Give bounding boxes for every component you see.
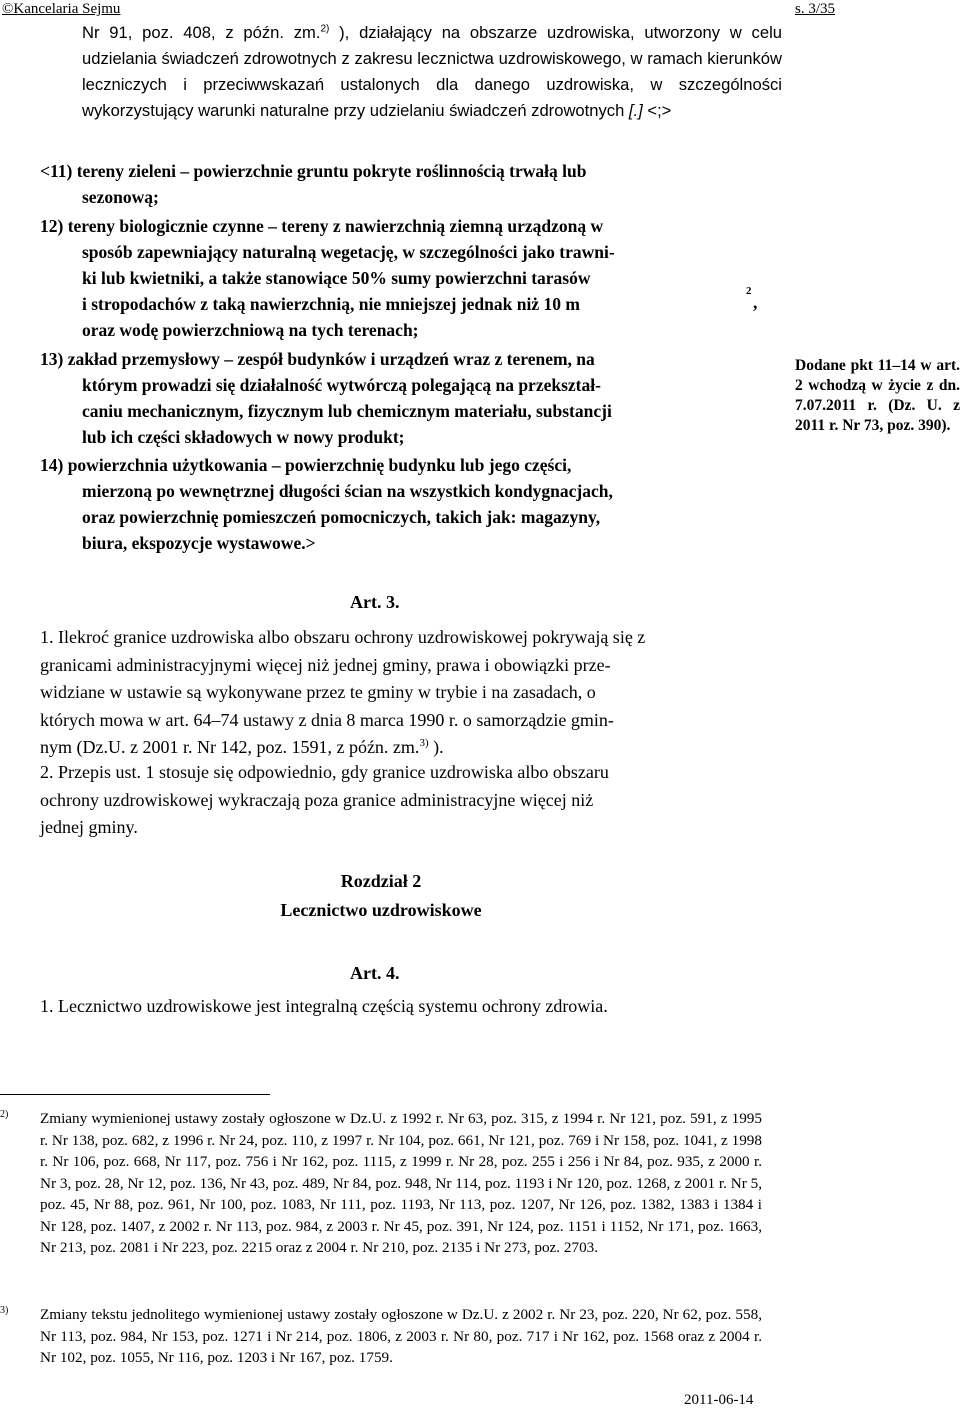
art-3-para-2: 2. Przepis ust. 1 stosuje się odpowiednio, gdy granice uzdrowiska albo obszaru ochrony uzdrowiskowej wykraczają poza granice administracyjne więcej niż jednej gminy. xyxy=(40,762,609,837)
art-4-para-1: 1. Lecznictwo uzdrowiskowe jest integralną częścią systemu ochrony zdrowia. xyxy=(40,996,608,1016)
art-3-para-1: 1. Ilekroć granice uzdrowiska albo obszaru ochrony uzdrowiskowej pokrywają się z granicami administracyjnymi więcej niż jednej gminy, prawa i obowiązki prze- widziane w ustawie są wykonywane przez te gminy w trybie i na zasadach, o których mowa w art. 64–74 ustawy z dnia 8 marca 1990 r. o samorządzie gmin- nym (Dz.U. z 2001 r. Nr 142, poz. 1591, z późn. zm.$^{3)}$ ). xyxy=(40,627,646,757)
superscript-comma: , xyxy=(753,292,758,312)
page-number: s. 3/35 xyxy=(795,1,836,17)
definition-13: 13) zakład przemysłowy – zespół budynków i urządzeń wraz z terenem, na którym prowadzi się działalność wytwórczą polegającą na przekształ- caniu mechanicznym, fizycznym lub chemicznym materiału, substancji lub ich części składowych w nowy produkt; xyxy=(40,349,612,447)
continuation-paragraph: Nr 91, poz. 408, z późn. zm.$^{2)}$ ), działający na obszarze uzdrowiska, utworzony w celu udzielania świadczeń zdrowotnych z zakresu lecznictwa uzdrowiskowego, w ramach kierunków leczniczych i przeciwwskazań ustalonych dla danego uzdrowiska, w szczególności wykorzystujący warunki naturalne przy udzielaniu świadczeń zdrowotnych [.] <;> xyxy=(82,23,782,120)
definition-12: 12) tereny biologicznie czynne – tereny z nawierzchnią ziemną urządzoną w sposób zapewniający naturalną wegetację, w szczególności jako trawni- ki lub kwietniki, a także stanowiące 50% sumy powierzchni tarasów i stropodachów z taką nawierzchnią, nie mniejszej jednak niż 10 m oraz wodę powierzchniową na tych terenach; xyxy=(40,216,615,340)
chapter-title: Lecznictwo uzdrowiskowe xyxy=(280,900,482,920)
definition-11: <11) tereny zieleni – powierzchnie gruntu pokryte roślinnością trwałą lub sezonową; xyxy=(40,161,587,207)
art-3-title: Art. 3. xyxy=(350,592,400,612)
footnote-3: 3) Zmiany tekstu jednolitego wymienionej ustawy zostały ogłoszone w Dz.U. z 2002 r. Nr 23, poz. 220, Nr 62, poz. 558, Nr 113, poz. 984, Nr 153, poz. 1271 i Nr 214, poz. 1806, z 2003 r. Nr 80, poz. 717 i Nr 162, poz. 1568 oraz z 2004 r. Nr 102, poz. 1055, Nr 116, poz. 1203 i Nr 167, poz. 1759. xyxy=(0,1305,762,1366)
definition-14: 14) powierzchnia użytkowania – powierzchnię budynku lub jego części, mierzoną po wewnętrznej długości ścian na wszystkich kondygnacjach, oraz powierzchnię pomieszczeń pomocniczych, takich jak: magazyny, biura, ekspozycje wystawowe.> xyxy=(40,455,613,553)
superscript-2: 2 xyxy=(746,285,752,297)
footnote-divider xyxy=(0,1094,270,1095)
chapter-number: Rozdział 2 xyxy=(340,871,422,891)
copyright-label: ©Kancelaria Sejmu xyxy=(2,1,121,17)
art-4-title: Art. 4. xyxy=(350,963,400,983)
footnote-2: 2) Zmiany wymienionej ustawy zostały ogłoszone w Dz.U. z 1992 r. Nr 63, poz. 315, z 1994 r. Nr 121, poz. 591, z 1995 r. Nr 138, poz. 682, z 1996 r. Nr 24, poz. 110, z 1997 r. Nr 104, poz. 661, Nr 121, poz. 769 i Nr 158, poz. 1041, z 1998 r. Nr 106, poz. 668, Nr 117, poz. 756 i Nr 162, poz. 1115, z 1999 r. Nr 28, poz. 255 i 256 i Nr 84, poz. 935, z 2000 r. Nr 3, poz. 28, Nr 12, poz. 136, Nr 43, poz. 489, Nr 84, poz. 948, Nr 114, poz. 1193 i Nr 120, poz. 1268, z 2001 r. Nr 5, poz. 45, Nr 88, poz. 961, Nr 100, poz. 1083, Nr 111, poz. 1193, Nr 113, poz. 1207, Nr 126, poz. 1382, 1383 i 1384 i Nr 128, poz. 1407, z 2002 r. Nr 113, poz. 984, z 2003 r. Nr 45, poz. 391, Nr 124, poz. 1151 i 1152, Nr 171, poz. 1663, Nr 213, poz. 2081 i Nr 223, poz. 2215 oraz z 2004 r. Nr 210, poz. 2135 i Nr 273, poz. 2703. xyxy=(0,1109,762,1256)
footer-date: 2011-06-14 xyxy=(684,1392,754,1408)
side-note: Dodane pkt 11–14 w art. 2 wchodzą w życie z dn. 7.07.2011 r. (Dz. U. z 2011 r. Nr 73, poz. 390). xyxy=(795,357,960,434)
